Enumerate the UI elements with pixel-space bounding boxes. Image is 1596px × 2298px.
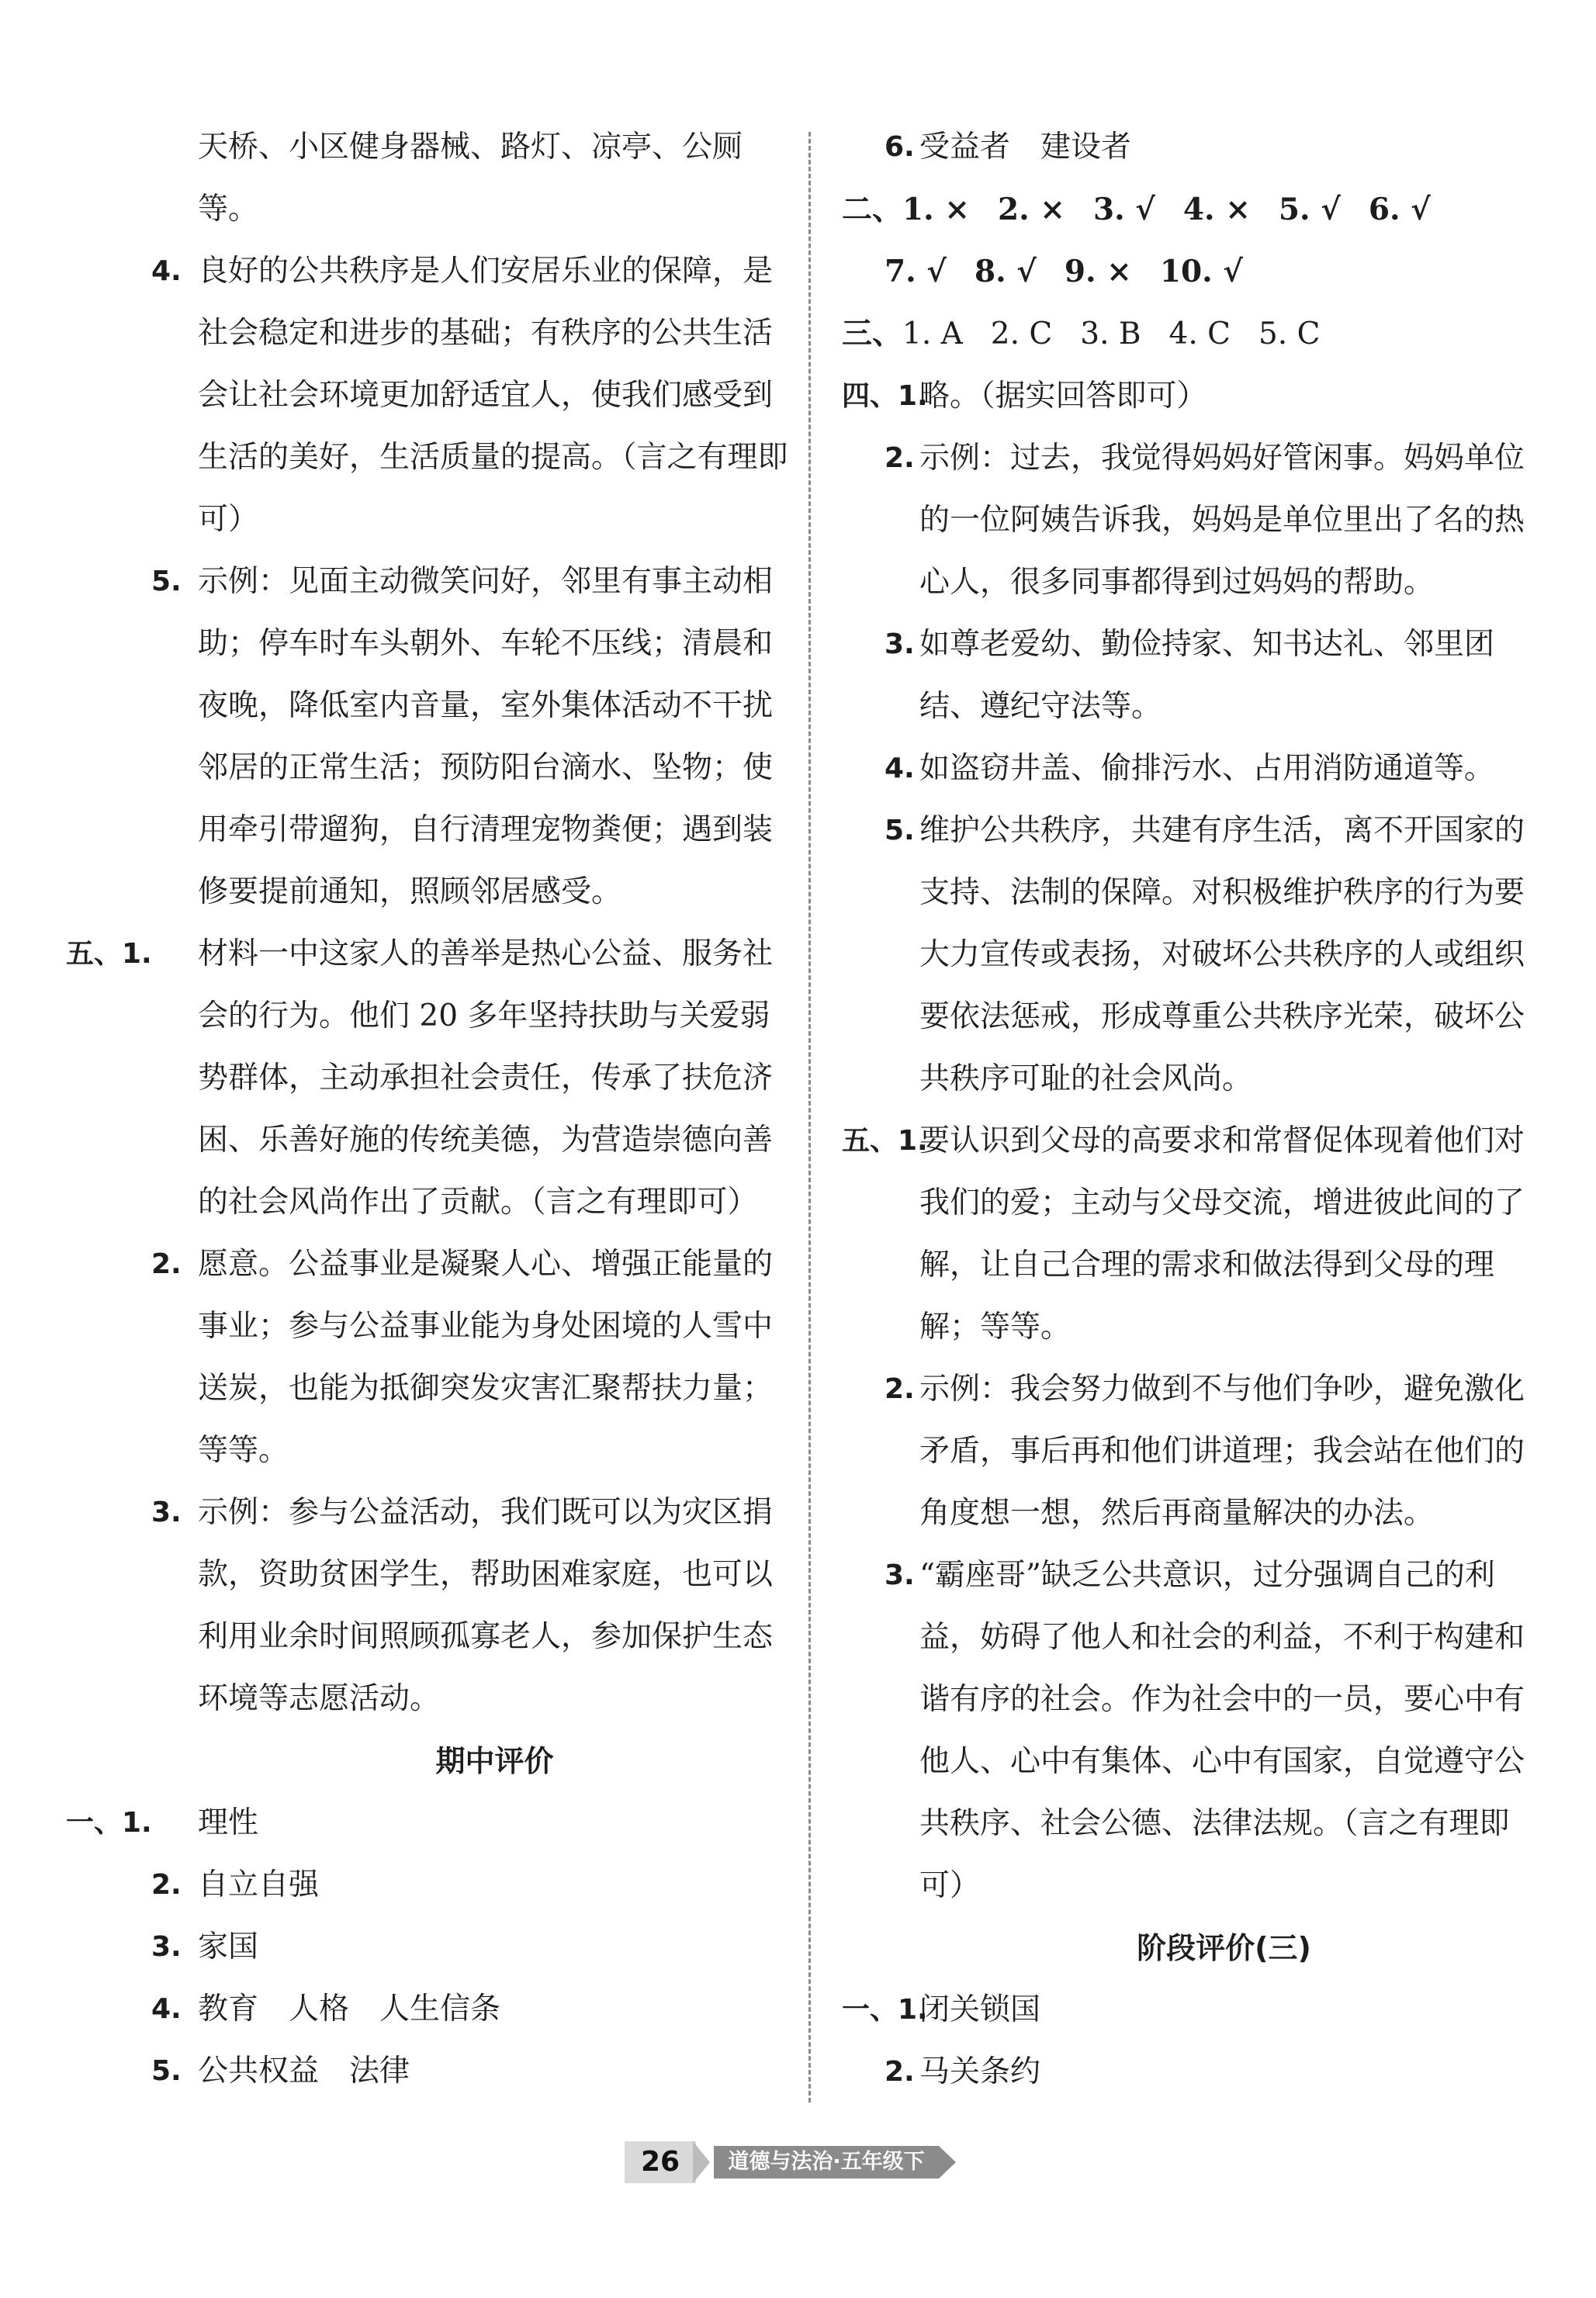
answer-item xyxy=(842,1545,1528,1917)
item-number: 2. xyxy=(151,1869,182,1901)
item-number: 3. xyxy=(885,628,915,660)
answer-text: 材料一中这家人的善举是热心公益、服务社会的行为。他们 20 多年坚持扶助与关爱弱势群体，主动承担社会责任，传承了扶危济困、乐善好施的传统美德，为营造崇德向善的社会风尚作出了贡献。（言之有理即可） xyxy=(198,936,774,1220)
section-heading-midterm: 期中评价 xyxy=(435,1744,554,1778)
answer-item xyxy=(66,1792,791,1854)
page-footer xyxy=(625,2141,966,2183)
answer-text: 自立自强 xyxy=(198,1867,320,1902)
answer-item xyxy=(113,1234,791,1482)
tf-answer: 7. √ xyxy=(885,254,947,289)
item-number: 4. xyxy=(151,255,182,287)
answer-item xyxy=(113,1916,791,1978)
answer-text: 示例：过去，我觉得妈妈好管闲事。妈妈单位的一位阿姨告诉我，妈妈是单位里出了名的热心人，很多同事都得到过妈妈的帮助。 xyxy=(919,441,1525,600)
answer-text: 良好的公共秩序是人们安居乐业的保障，是社会稳定和进步的基础；有秩序的公共生活会让社会环境更加舒适宜人，使我们感受到生活的美好，生活质量的提高。（言之有理即可） xyxy=(198,254,788,537)
answer-item xyxy=(842,738,1528,800)
tf-answer: 2. × xyxy=(998,192,1065,227)
tf-answer: 3. √ xyxy=(1092,192,1155,227)
answer-text: 示例：见面主动微笑问好，邻里有事主动相助；停车时车头朝外、车轮不压线；清晨和夜晚，降低室内音量，室外集体活动不干扰邻居的正常生活；预防阳台滴水、坠物；使用牵引带遛狗，自行清理宠物粪便；遇到装修要提前通知，照顾邻居感受。 xyxy=(198,564,774,909)
answer-text: 理性 xyxy=(198,1805,259,1840)
answer-text: 闭关锁国 xyxy=(919,1992,1041,2027)
answer-text: 家国 xyxy=(198,1929,259,1964)
section-number: 三、 xyxy=(842,316,903,351)
item-number: 2. xyxy=(885,442,915,474)
tf-answer: 1. × xyxy=(902,192,970,227)
item-number: 3. xyxy=(885,1559,915,1591)
answer-text: 公共权益 法律 xyxy=(198,2054,410,2089)
item-number: 6. xyxy=(885,131,915,163)
right-column xyxy=(842,116,1528,2103)
answer-item xyxy=(842,800,1528,1110)
item-number: 5. xyxy=(885,815,915,846)
answer-item xyxy=(66,923,791,1234)
answer-item xyxy=(842,1110,1528,1358)
answer-item xyxy=(113,2040,791,2102)
answer-text: 受益者 建设者 xyxy=(919,130,1132,164)
column-divider xyxy=(808,132,811,2102)
answer-item xyxy=(113,241,791,551)
answer-text: 要认识到父母的高要求和常督促体现着他们对我们的爱；主动与父母交流，增进彼此间的了解，让自己合理的需求和做法得到父母的理解；等等。 xyxy=(919,1123,1525,1345)
answer-item xyxy=(842,614,1528,738)
answer-text: “霸座哥”缺乏公共意识，过分强调自己的利益，妨碍了他人和社会的利益，不利于构建和谐有序的社会。作为社会中的一员，要心中有他人、心中有集体、心中有国家，自觉遵守公共秩序、社会公德、法律法规。（言之有理即可） xyxy=(919,1558,1525,1903)
answer-text: 如尊老爱幼、勤俭持家、知书达礼、邻里团结、遵纪守法等。 xyxy=(919,627,1495,724)
answer-item xyxy=(842,1979,1528,2041)
answer-item xyxy=(113,1978,791,2040)
section-number: 一、1. xyxy=(842,1994,928,2026)
section-number: 二、 xyxy=(842,192,903,227)
section-number: 五、1. xyxy=(842,1125,928,1157)
answer-text: 示例：我会努力做到不与他们争吵，避免激化矛盾，事后再和他们讲道理；我会站在他们的角度想一想，然后再商量解决的办法。 xyxy=(919,1372,1525,1531)
item-number: 4. xyxy=(885,753,915,784)
arrow-tip-icon xyxy=(939,2146,956,2179)
item-number: 2. xyxy=(885,2056,915,2088)
item-number: 2. xyxy=(151,1248,182,1280)
tf-answer: 5. √ xyxy=(1278,192,1341,227)
true-false-row xyxy=(842,178,1528,241)
page-number: 26 xyxy=(625,2141,696,2183)
answer-item xyxy=(113,1854,791,1916)
left-column xyxy=(66,116,791,2102)
item-number: 3. xyxy=(151,1931,182,1963)
item-number: 2. xyxy=(885,1373,915,1405)
answer-item xyxy=(113,551,791,923)
answer-text: 愿意。公益事业是凝聚人心、增强正能量的事业；参与公益事业能为身处困境的人雪中送炭，也能为抵御突发灾害汇聚帮扶力量；等等。 xyxy=(198,1247,774,1468)
choice-answer: 5. C xyxy=(1258,317,1321,351)
tf-answer: 10. √ xyxy=(1159,254,1243,289)
section-number: 五、1. xyxy=(66,938,152,970)
choice-answer: 2. C xyxy=(990,317,1053,351)
choice-answer: 4. C xyxy=(1168,317,1231,351)
tf-answer: 9. × xyxy=(1064,254,1132,289)
item-number: 3. xyxy=(151,1497,182,1528)
item-number: 5. xyxy=(151,566,182,597)
answer-item xyxy=(842,365,1528,427)
chevron-right-icon xyxy=(693,2141,710,2183)
answer-continuation: 天桥、小区健身器械、路灯、凉亭、公厕等。 xyxy=(198,130,743,227)
answer-text: 教育 人格 人生信条 xyxy=(198,1992,501,2026)
answer-item xyxy=(842,116,1528,178)
item-number: 4. xyxy=(151,1993,182,2025)
answer-item xyxy=(113,1482,791,1730)
answer-item xyxy=(842,427,1528,614)
tf-answer: 8. √ xyxy=(974,254,1037,289)
choice-answer: 1. A xyxy=(902,317,963,351)
answer-text: 马关条约 xyxy=(919,2054,1041,2089)
true-false-row xyxy=(842,241,1528,303)
tf-answer: 4. × xyxy=(1182,192,1251,227)
tf-answer: 6. √ xyxy=(1368,192,1431,227)
choice-answer: 3. B xyxy=(1080,317,1141,351)
answer-text: 维护公共秩序，共建有序生活，离不开国家的支持、法制的保障。对积极维护秩序的行为要大力宣传或表扬，对破坏公共秩序的人或组织要依法惩戒，形成尊重公共秩序光荣，破坏公共秩序可耻的社会风尚。 xyxy=(919,813,1525,1096)
section-number: 一、1. xyxy=(66,1807,152,1839)
section-number: 四、1. xyxy=(842,380,928,412)
item-number: 5. xyxy=(151,2055,182,2087)
book-title: 道德与法治·五年级下 xyxy=(714,2146,939,2179)
answer-item xyxy=(842,1358,1528,1545)
answer-text: 略。（据实回答即可） xyxy=(919,379,1207,414)
answer-item xyxy=(842,2041,1528,2103)
answer-text: 如盗窃井盖、偷排污水、占用消防通道等。 xyxy=(919,751,1495,786)
answer-text: 示例：参与公益活动，我们既可以为灾区捐款，资助贫困学生，帮助困难家庭，也可以利用业余时间照顾孤寡老人，参加保护生态环境等志愿活动。 xyxy=(198,1495,774,1716)
choice-row xyxy=(842,303,1528,365)
section-heading-stage-3: 阶段评价(三) xyxy=(1137,1931,1311,1965)
